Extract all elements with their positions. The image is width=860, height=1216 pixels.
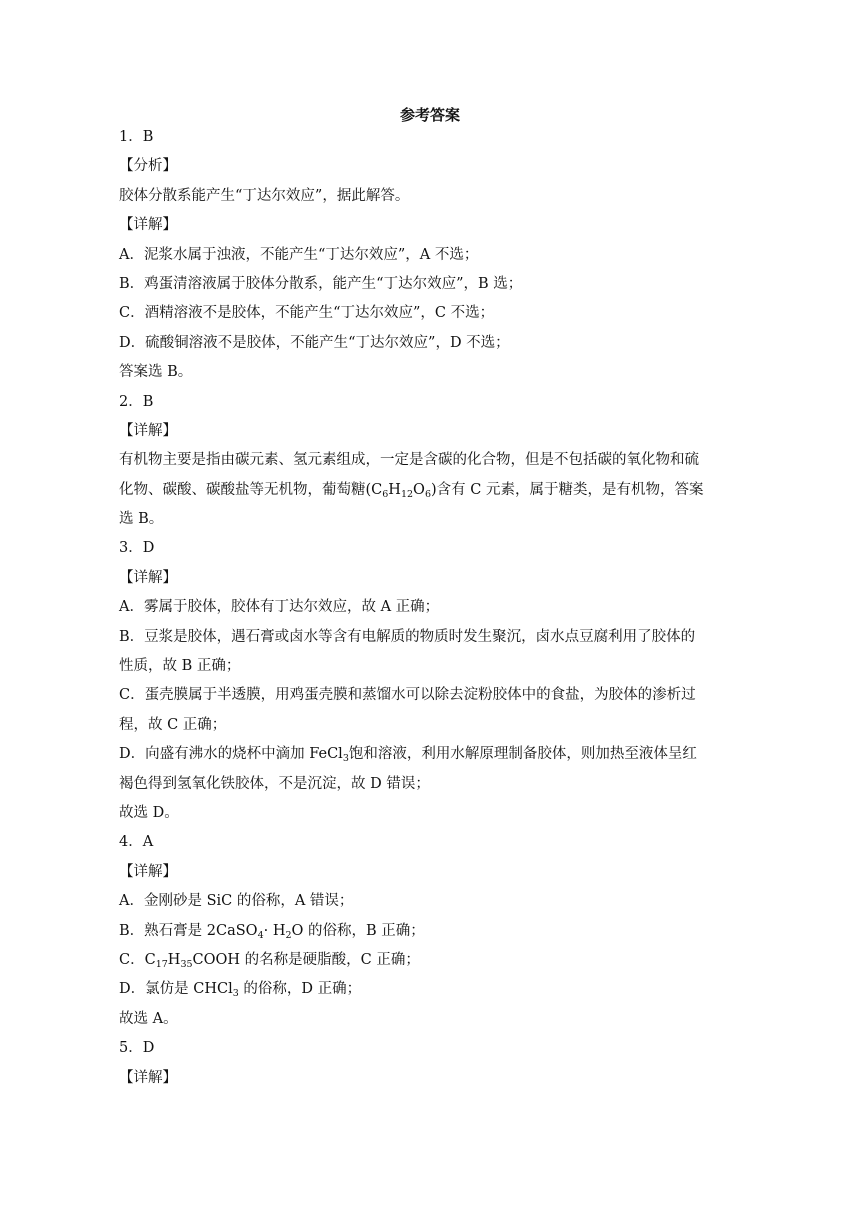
q4-option-c: C．$C_{17}H_{35}COOH$ 的名称是硬脂酸，C 正确； [119,951,420,970]
q3-option-b-line-2: 性质，故 B 正确； [119,658,241,675]
q2-number: 2．B [119,393,154,410]
q1-analysis-tag: 【分析】 [119,158,177,175]
q3-option-d-line-2: 褐色得到氢氧化铁胶体，不是沉淀，故 D 错误； [119,775,430,792]
page-title: 参考答案 [399,106,460,124]
q3-detail-tag: 【详解】 [119,569,177,586]
q4-conclusion: 故选 A。 [119,1010,178,1027]
q3-option-a: A．雾属于胶体，胶体有丁达尔效应，故 A 正确； [119,599,440,616]
q1-option-a: A．泥浆水属于浊液，不能产生“丁达尔效应”，A 不选； [119,246,479,263]
q2-line-3: 选 B。 [119,511,164,528]
q4-option-d: D．氯仿是 CHCl$_3$ 的俗称，D 正确； [119,981,362,1000]
q3-option-c-line-2: 程，故 C 正确； [119,716,227,733]
q3-option-b-line-1: B．豆浆是胶体，遇石膏或卤水等含有电解质的物质时发生聚沉，卤水点豆腐利用了胶体的 [119,628,696,645]
q5-detail-tag: 【详解】 [119,1069,177,1086]
q1-analysis: 胶体分散系能产生“丁达尔效应”，据此解答。 [119,187,410,204]
q1-option-c: C．酒精溶液不是胶体，不能产生“丁达尔效应”，C 不选； [119,305,495,322]
q1-conclusion: 答案选 B。 [119,364,193,381]
q4-option-a: A．金刚砂是 SiC 的俗称，A 错误； [119,893,354,910]
q1-number: 1．B [119,129,154,145]
q3-number: 3．D [119,540,155,557]
q4-option-b: B．熟石膏是 2CaSO$_4$· $H_2O$ 的俗称，B 正确； [119,922,425,941]
q4-detail-tag: 【详解】 [119,863,177,880]
q5-number: 5．D [119,1040,155,1057]
q3-conclusion: 故选 D。 [119,804,179,821]
q3-option-c-line-1: C．蛋壳膜属于半透膜，用鸡蛋壳膜和蒸馏水可以除去淀粉胶体中的食盐，为胶体的渗析过 [119,687,696,704]
q1-option-b: B．鸡蛋清溶液属于胶体分散系，能产生“丁达尔效应”，B 选； [119,275,523,292]
q2-detail-tag: 【详解】 [119,422,177,439]
q1-detail-tag: 【详解】 [119,217,177,234]
q2-line-1: 有机物主要是指由碳元素、氢元素组成，一定是含碳的化合物，但是不包括碳的氧化物和硫 [119,452,699,469]
q3-option-d-line-1: D．向盛有沸水的烧杯中滴加 FeCl$_3$饱和溶液，利用水解原理制备胶体，则加热至液体呈红 [119,746,697,765]
q4-number: 4．A [119,834,154,851]
answer-content [119,123,731,1093]
q2-line-2: 化物、碳酸、碳酸盐等无机物，葡萄糖$(C_6H_{12}O_6)$含有 C 元素，属于糖类，是有机物，答案 [119,481,704,500]
q1-option-d: D．硫酸铜溶液不是胶体，不能产生“丁达尔效应”，D 不选； [119,334,510,351]
